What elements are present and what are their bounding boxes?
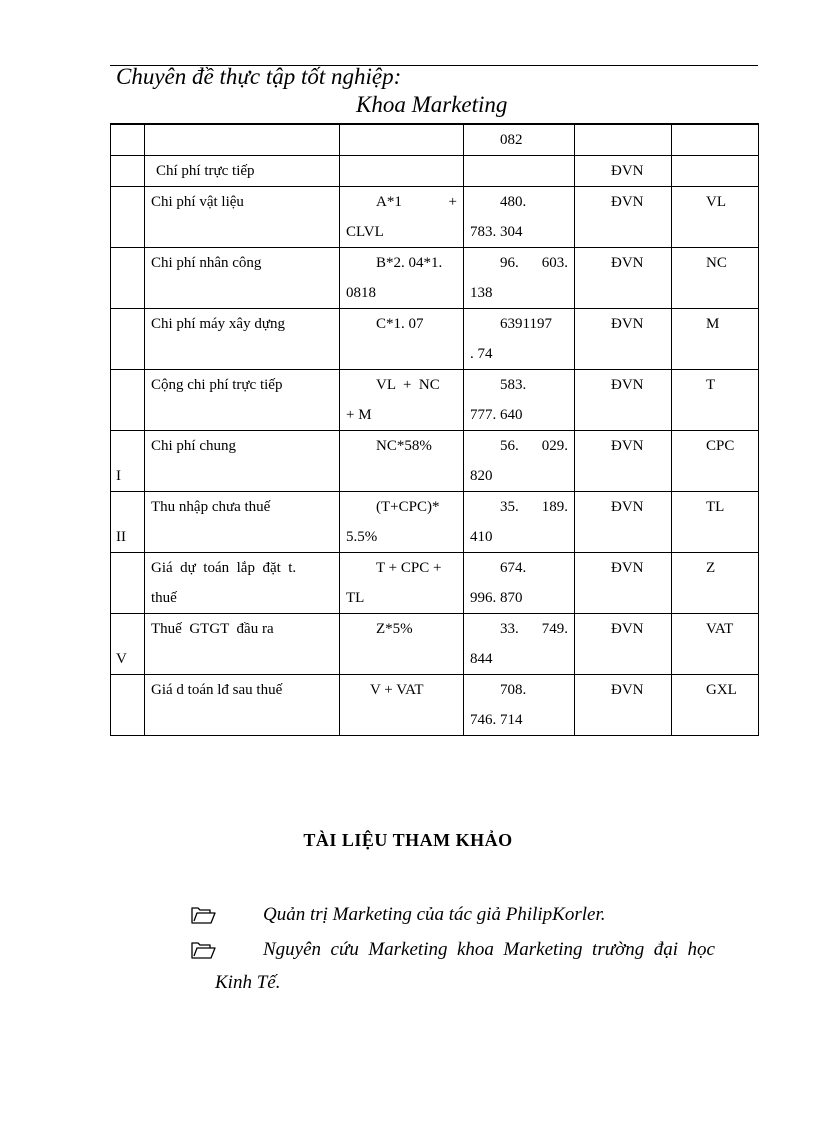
row-formula: B*2. 04*1. 0818 bbox=[340, 248, 464, 309]
cost-estimate-table bbox=[110, 123, 759, 736]
row-roman bbox=[111, 309, 145, 370]
row-formula: Z*5% bbox=[340, 614, 464, 675]
row-unit: ĐVN bbox=[575, 614, 672, 675]
table-row bbox=[111, 431, 759, 492]
row-item: Giá dự toán lắp đặt t. thuế bbox=[145, 553, 340, 614]
row-item: Chi phí chung bbox=[145, 431, 340, 492]
table-row bbox=[111, 370, 759, 431]
header-title: Chuyên đề thực tập tốt nghiệp: bbox=[116, 64, 402, 89]
row-value: 6391197 . 74 bbox=[464, 309, 575, 370]
row-value: 674. 996. 870 bbox=[464, 553, 575, 614]
row-unit: ĐVN bbox=[575, 370, 672, 431]
row-symbol bbox=[672, 156, 759, 187]
row-item: Chí phí trực tiếp bbox=[145, 156, 340, 187]
row-formula: T + CPC + TL bbox=[340, 553, 464, 614]
row-roman bbox=[111, 370, 145, 431]
folder-icon bbox=[190, 898, 216, 931]
row-roman: V bbox=[111, 614, 145, 675]
row-formula bbox=[340, 156, 464, 187]
table-row bbox=[111, 492, 759, 553]
row-roman bbox=[111, 553, 145, 614]
row-symbol: TL bbox=[672, 492, 759, 553]
table-row bbox=[111, 187, 759, 248]
row-symbol: GXL bbox=[672, 675, 759, 736]
row-value: 480. 783. 304 bbox=[464, 187, 575, 248]
row-roman bbox=[111, 124, 145, 156]
row-unit: ĐVN bbox=[575, 187, 672, 248]
row-unit: ĐVN bbox=[575, 492, 672, 553]
row-roman bbox=[111, 156, 145, 187]
row-item: Giá d toán lđ sau thuế bbox=[145, 675, 340, 736]
row-unit: ĐVN bbox=[575, 309, 672, 370]
row-formula: VL + NC + M bbox=[340, 370, 464, 431]
reference-text: Nguyên cứu Marketing khoa Marketing trường đại học bbox=[263, 939, 715, 960]
row-value: 082 bbox=[464, 124, 575, 156]
row-roman bbox=[111, 675, 145, 736]
row-item: Thu nhập chưa thuế bbox=[145, 492, 340, 553]
row-formula bbox=[340, 124, 464, 156]
row-formula: (T+CPC)* 5.5% bbox=[340, 492, 464, 553]
row-value bbox=[464, 156, 575, 187]
row-item: Chi phí máy xây dựng bbox=[145, 309, 340, 370]
row-roman: II bbox=[111, 492, 145, 553]
row-unit: ĐVN bbox=[575, 156, 672, 187]
row-symbol: VAT bbox=[672, 614, 759, 675]
row-unit: ĐVN bbox=[575, 553, 672, 614]
row-value: 35. 189. 410 bbox=[464, 492, 575, 553]
row-unit: ĐVN bbox=[575, 431, 672, 492]
row-symbol: VL bbox=[672, 187, 759, 248]
header-faculty: Khoa Marketing bbox=[356, 92, 508, 117]
table-row bbox=[111, 309, 759, 370]
row-unit: ĐVN bbox=[575, 248, 672, 309]
row-item: Chi phí nhân công bbox=[145, 248, 340, 309]
row-value: 96. 603. 138 bbox=[464, 248, 575, 309]
row-unit: ĐVN bbox=[575, 675, 672, 736]
row-formula: V + VAT bbox=[340, 675, 464, 736]
row-unit bbox=[575, 124, 672, 156]
row-roman: I bbox=[111, 431, 145, 492]
table-row bbox=[111, 156, 759, 187]
row-value: 583. 777. 640 bbox=[464, 370, 575, 431]
row-symbol: M bbox=[672, 309, 759, 370]
row-symbol: T bbox=[672, 370, 759, 431]
row-item bbox=[145, 124, 340, 156]
row-formula: A*1 + CLVL bbox=[340, 187, 464, 248]
row-item: Thuế GTGT đầu ra bbox=[145, 614, 340, 675]
row-symbol: CPC bbox=[672, 431, 759, 492]
table-row bbox=[111, 553, 759, 614]
row-item: Chi phí vật liệu bbox=[145, 187, 340, 248]
reference-text-continued: Kinh Tế. bbox=[215, 972, 281, 993]
row-roman bbox=[111, 187, 145, 248]
row-roman bbox=[111, 248, 145, 309]
row-value: 708. 746. 714 bbox=[464, 675, 575, 736]
folder-icon bbox=[190, 933, 216, 966]
row-symbol: NC bbox=[672, 248, 759, 309]
table-row bbox=[111, 614, 759, 675]
row-symbol: Z bbox=[672, 553, 759, 614]
references-title: TÀI LIỆU THAM KHẢO bbox=[303, 830, 513, 850]
reference-item bbox=[190, 898, 758, 931]
table-row bbox=[111, 248, 759, 309]
row-value: 33. 749. 844 bbox=[464, 614, 575, 675]
table-row bbox=[111, 675, 759, 736]
row-value: 56. 029. 820 bbox=[464, 431, 575, 492]
reference-item bbox=[190, 933, 758, 999]
row-item: Cộng chi phí trực tiếp bbox=[145, 370, 340, 431]
row-formula: C*1. 07 bbox=[340, 309, 464, 370]
row-symbol bbox=[672, 124, 759, 156]
row-formula: NC*58% bbox=[340, 431, 464, 492]
reference-text: Quản trị Marketing của tác giả PhilipKorler. bbox=[263, 904, 606, 925]
table-row bbox=[111, 124, 759, 156]
